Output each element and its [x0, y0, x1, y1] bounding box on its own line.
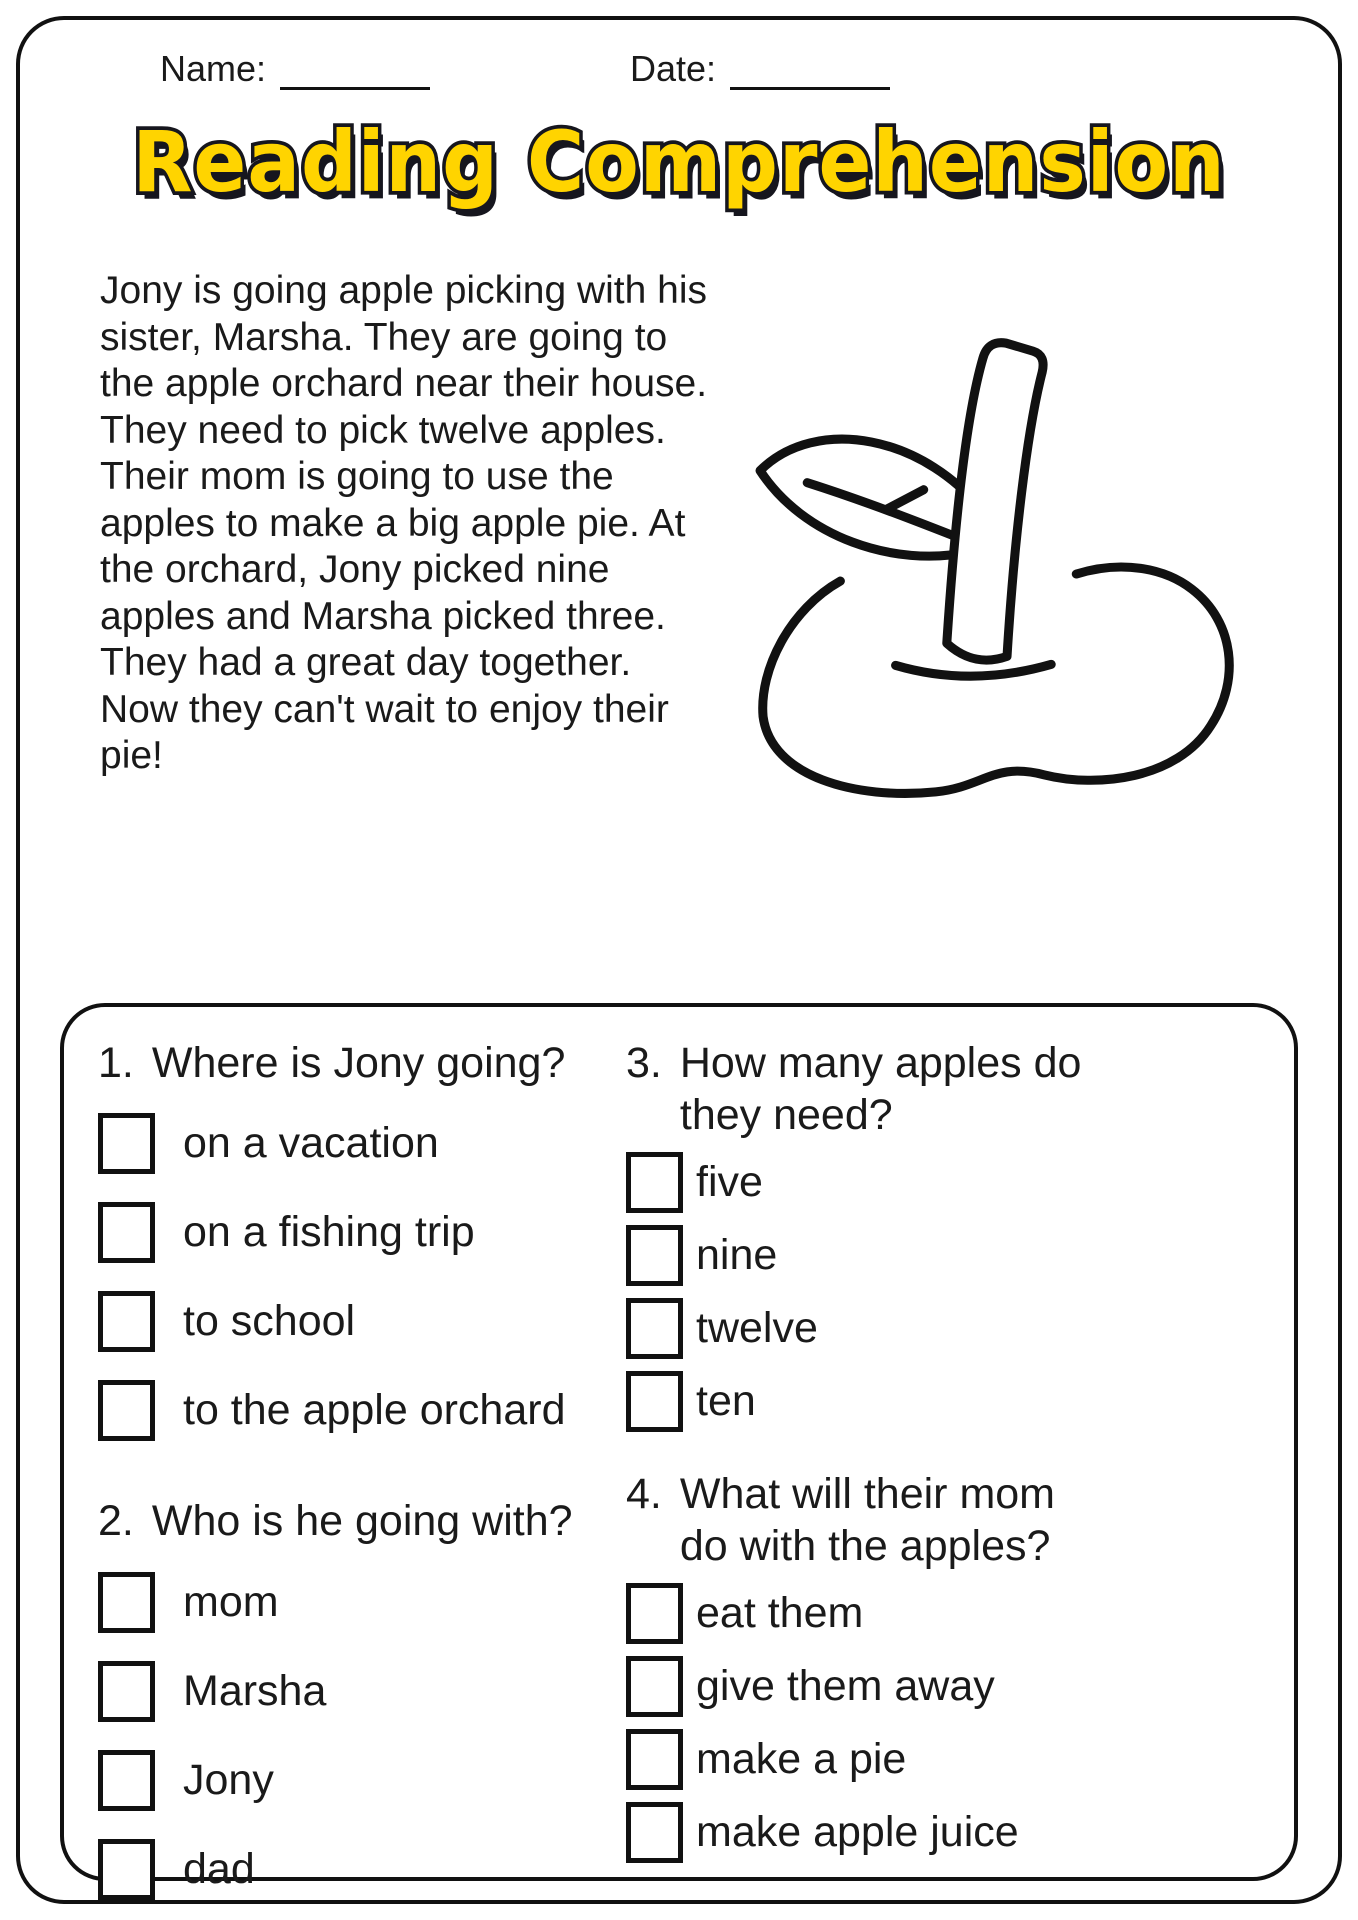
passage-line: pie! — [100, 734, 163, 777]
option-row — [98, 1839, 626, 1900]
option-label: five — [696, 1157, 763, 1206]
name-underline[interactable] — [280, 53, 430, 90]
checkbox[interactable] — [98, 1202, 155, 1263]
questions-column-left — [98, 1037, 626, 1893]
question-2-number: 2. — [98, 1497, 134, 1546]
name-label: Name: — [160, 48, 267, 89]
page-title: Reading Comprehension — [132, 114, 1226, 212]
option-label: on a vacation — [183, 1119, 439, 1168]
date-underline[interactable] — [730, 53, 890, 90]
option-row — [98, 1661, 626, 1722]
option-label: twelve — [696, 1303, 818, 1352]
passage-line: sister, Marsha. They are going to — [100, 315, 668, 359]
checkbox[interactable] — [626, 1371, 683, 1432]
checkbox[interactable] — [626, 1729, 683, 1790]
option-label: give them away — [696, 1661, 995, 1710]
checkbox[interactable] — [98, 1291, 155, 1352]
passage-line: apples to make a big apple pie. At — [100, 501, 686, 545]
option-row — [626, 1802, 1284, 1863]
question-4 — [626, 1468, 1284, 1573]
date-field — [630, 48, 890, 90]
checkbox[interactable] — [98, 1113, 155, 1174]
option-label: make a pie — [696, 1734, 907, 1783]
checkbox[interactable] — [98, 1839, 155, 1900]
option-label: dad — [183, 1844, 255, 1893]
checkbox[interactable] — [98, 1750, 155, 1811]
date-label: Date: — [630, 48, 717, 89]
checkbox[interactable] — [98, 1380, 155, 1441]
option-label: Marsha — [183, 1666, 327, 1715]
option-row — [626, 1225, 1284, 1286]
question-4-number: 4. — [626, 1469, 662, 1518]
option-row — [98, 1291, 626, 1352]
option-label: to the apple orchard — [183, 1386, 566, 1435]
option-label: nine — [696, 1230, 778, 1279]
passage-line: They had a great day together. — [100, 641, 632, 684]
checkbox[interactable] — [626, 1583, 683, 1644]
apple-stem — [947, 343, 1043, 660]
question-1 — [98, 1037, 626, 1089]
passage-line: apples and Marsha picked three. — [100, 594, 666, 638]
checkbox[interactable] — [626, 1225, 683, 1286]
reading-passage — [100, 268, 820, 780]
checkbox[interactable] — [626, 1656, 683, 1717]
option-row — [626, 1152, 1284, 1213]
option-row — [98, 1380, 626, 1441]
option-label: to school — [183, 1297, 356, 1346]
question-2-text: Who is he going with? — [151, 1497, 573, 1546]
option-row — [98, 1113, 626, 1174]
option-label: Jony — [183, 1755, 274, 1804]
question-4-text: What will their mom do with the apples? — [679, 1469, 1055, 1571]
checkbox[interactable] — [626, 1152, 683, 1213]
passage-line: Their mom is going to use the — [100, 455, 614, 498]
question-1-text: Where is Jony going? — [151, 1039, 566, 1087]
checkbox[interactable] — [626, 1802, 683, 1863]
apple-illustration — [745, 330, 1257, 802]
question-3-text: How many apples do they need? — [679, 1039, 1082, 1140]
option-label: eat them — [696, 1588, 864, 1637]
option-row — [626, 1583, 1284, 1644]
checkbox[interactable] — [626, 1298, 683, 1359]
option-row — [626, 1298, 1284, 1359]
option-row — [626, 1729, 1284, 1790]
option-label: on a fishing trip — [183, 1208, 475, 1257]
question-3 — [626, 1037, 1284, 1142]
passage-line: Jony is going apple picking with his — [100, 269, 708, 312]
passage-line: the apple orchard near their house. — [100, 362, 708, 405]
option-row — [98, 1750, 626, 1811]
question-1-number: 1. — [98, 1039, 134, 1087]
option-row — [626, 1371, 1284, 1432]
option-label: ten — [696, 1376, 756, 1425]
checkbox[interactable] — [98, 1572, 155, 1633]
passage-line: Now they can't wait to enjoy their — [100, 687, 669, 731]
question-3-number: 3. — [626, 1039, 662, 1087]
name-field — [160, 48, 430, 90]
option-label: make apple juice — [696, 1807, 1019, 1856]
option-row — [626, 1656, 1284, 1717]
passage-line: the orchard, Jony picked nine — [100, 548, 610, 591]
option-row — [98, 1572, 626, 1633]
questions-box — [60, 1003, 1298, 1893]
apple-dimple — [896, 664, 1052, 676]
option-label: mom — [183, 1577, 279, 1626]
option-row — [98, 1202, 626, 1263]
questions-column-right — [626, 1037, 1284, 1877]
passage-line: They need to pick twelve apples. — [100, 408, 666, 452]
question-2 — [98, 1495, 626, 1547]
checkbox[interactable] — [98, 1661, 155, 1722]
